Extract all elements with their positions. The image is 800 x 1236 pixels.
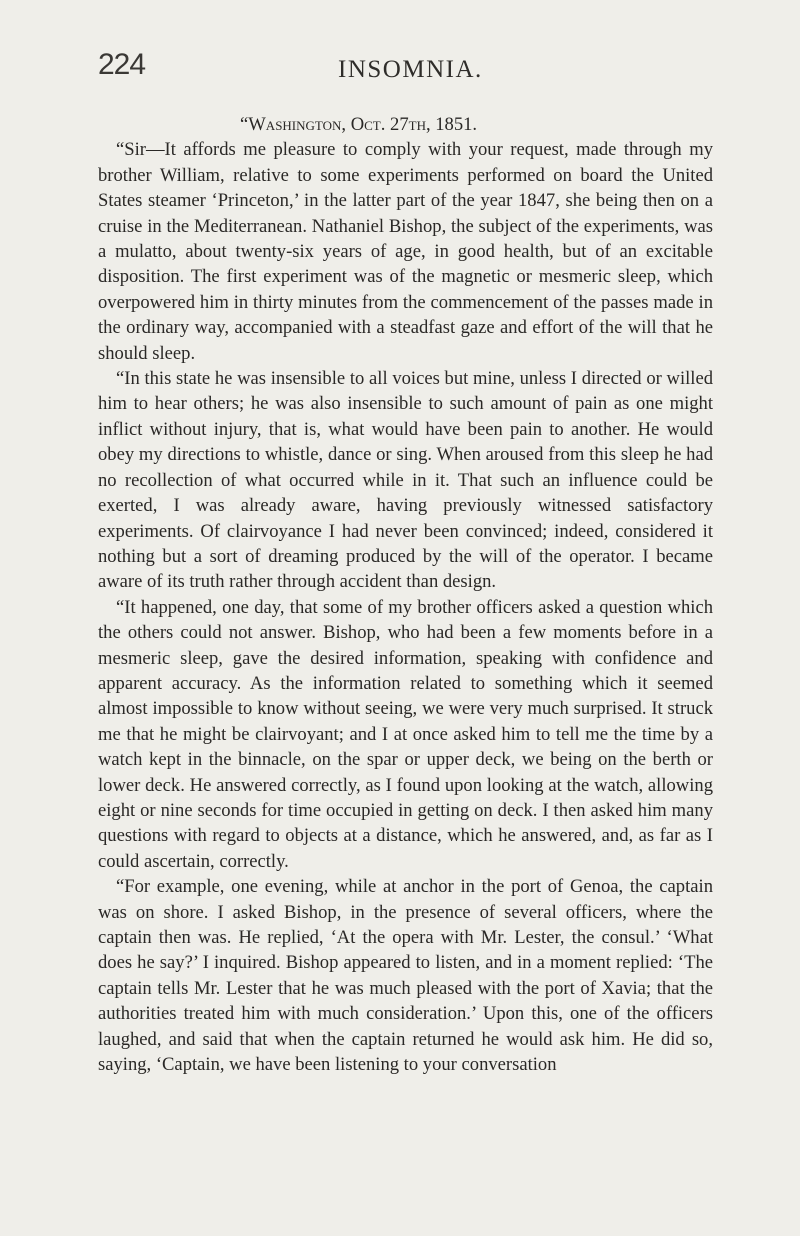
paragraph-1-text: “Sir—It affords me pleasure to comply with your request, made through my brother William, relative to some experiments performed on board the United States steamer ‘Princeton,’ in the latter part of the year 1847, she being then on a cruise in the Mediterranean. Nathaniel Bishop, the subject of the experiments, was a mulatto, about twenty-six years of age, in good health, but of an excitable disposition. The first experiment was of the magnetic or mesmeric sleep, which overpowered him in thirty minutes from the commencement of the passes made in the ordinary way, accompanied with a steadfast gaze and effort of the will that he should sleep. — [98, 139, 713, 364]
paragraph-2-text: “In this state he was insensible to all voices but mine, unless I directed or willed him to hear others; he was also insensible to such amount of pain as one might inflict without injury, that is, what would have been pain to another. He would obey my directions to whistle, dance or sing. When aroused from this sleep he had no recollection of what occurred while in it. That such an influence could be exerted, I was already aware, having previously witnessed satisfactory experiments. Of clairvoyance I had never been convinced; indeed, considered it nothing but a sort of dreaming produced by the will of the operator. I became aware of its truth rather through accident than design. — [98, 368, 713, 593]
page-number: 224 — [98, 48, 146, 81]
paragraph-3 — [98, 595, 713, 874]
running-title: INSOMNIA. — [338, 56, 483, 83]
paragraph-4-text: “For example, one evening, while at anchor in the port of Genoa, the captain was on shore. I asked Bishop, in the presence of several officers, where the captain then was. He replied, ‘At the opera with Mr. Lester, the consul.’ ‘What does he say?’ I inquired. Bishop appeared to listen, and in a moment replied: ‘The captain tells Mr. Lester that he was much pleased with the port of Xavia; that the authorities treated him with much consideration.’ Upon this, one of the officers laughed, and said that when the captain returned he would ask him. He did so, saying, ‘Captain, we have been listening to your conversation — [98, 876, 713, 1076]
paragraph-1 — [98, 137, 713, 366]
paragraph-4 — [98, 874, 713, 1077]
letter-dateline: “Washington, Oct. 27th, 1851. — [240, 114, 478, 135]
paragraph-2 — [98, 366, 713, 595]
running-header — [98, 48, 718, 98]
paragraph-3-text: “It happened, one day, that some of my brother officers asked a question which the others could not answer. Bishop, who had been a few moments before in a mesmeric sleep, gave the desired information, speaking with confidence and apparent accuracy. As the information related to something which it seemed almost impossible to know without seeing, we were very much surprised. It struck me that he might be clairvoyant; and I at once asked him to tell me the time by a watch kept in the binnacle, on the spar or upper deck, we being on the berth or lower deck. He answered correctly, as I found upon looking at the watch, allowing eight or nine seconds for time occupied in getting on deck. I then asked him many questions with regard to objects at a distance, which he answered, and, as far as I could ascertain, correctly. — [98, 596, 713, 872]
body-text — [98, 112, 713, 1077]
